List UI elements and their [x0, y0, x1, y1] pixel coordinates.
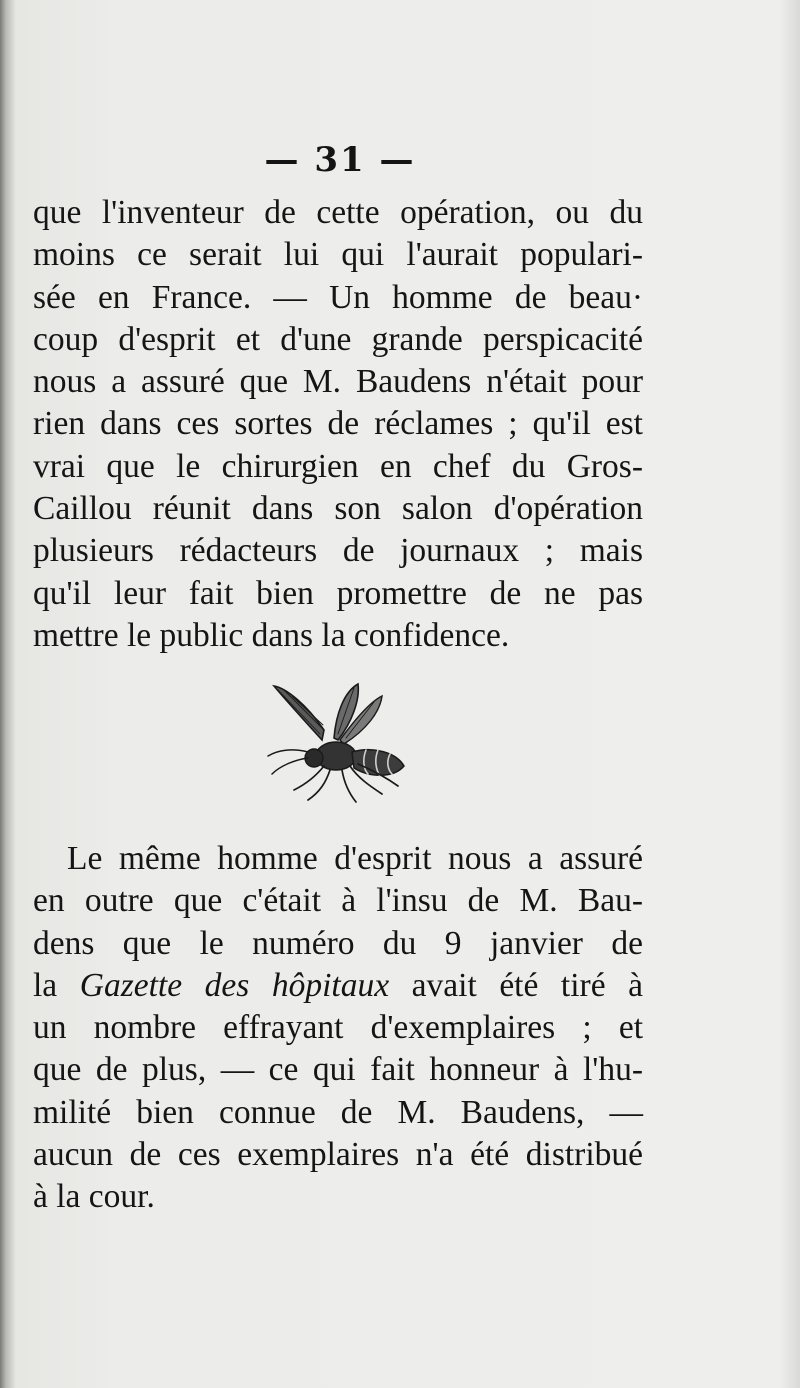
paragraph-1	[33, 192, 643, 657]
text-line: rien dans ces sortes de réclames ; qu'il est	[33, 405, 643, 443]
text-line: nous a assuré que M. Baudens n'était pour	[33, 363, 643, 401]
text-line: en outre que c'était à l'insu de M. Bau-	[33, 882, 643, 920]
text-line: que l'inventeur de cette opération, ou du	[33, 194, 643, 231]
paragraph-2	[33, 838, 643, 1219]
text-line: Le même homme d'esprit nous a assuré	[67, 840, 643, 877]
text-line: plusieurs rédacteurs de journaux ; mais	[33, 532, 643, 570]
text-line: coup d'esprit et d'une grande perspicacité	[33, 320, 643, 358]
text-line: que de plus, — ce qui fait honneur à l'hu-	[33, 1051, 643, 1089]
text-line: milité bien connue de M. Baudens, —	[33, 1093, 643, 1131]
text-line: Caillou réunit dans son salon d'opération	[33, 490, 643, 528]
text-fragment: la	[33, 966, 80, 1004]
text-line: sée en France. — Un homme de beau·	[33, 278, 643, 316]
text-line: qu'il leur fait bien promettre de ne pas	[33, 574, 643, 612]
text-line: aucun de ces exemplaires n'a été distribué	[33, 1136, 643, 1174]
text-line-with-title	[33, 965, 643, 1007]
page-number: — 31 —	[264, 140, 416, 180]
text-line: moins ce serait lui qui l'aurait populari-	[33, 236, 643, 274]
text-line: dens que le numéro du 9 janvier de	[33, 924, 643, 962]
text-line: à la cour.	[33, 1178, 155, 1216]
text-line: vrai que le chirurgien en chef du Gros-	[33, 447, 643, 485]
newspaper-title: Gazette des hôpitaux	[79, 966, 390, 1004]
text-line: un nombre effrayant d'exemplaires ; et	[33, 1009, 643, 1047]
text-line: mettre le public dans la confidence.	[33, 616, 510, 654]
bee-fleuron-icon	[262, 678, 412, 810]
text-fragment: avait été tiré à	[389, 966, 643, 1004]
